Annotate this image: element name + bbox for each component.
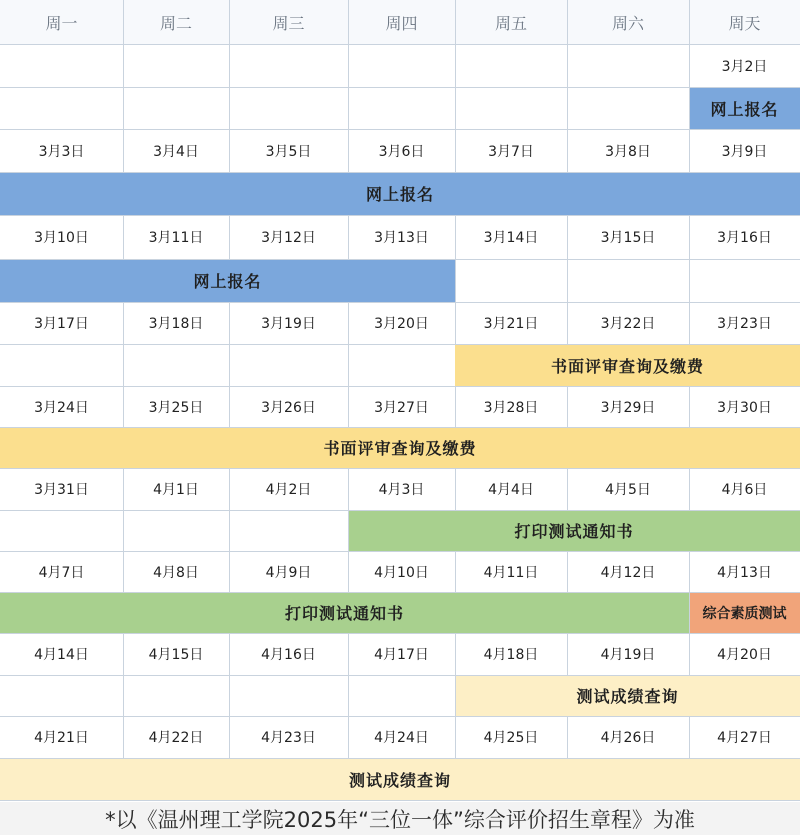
date-cell: 3月3日 [38, 143, 85, 160]
date-cell: 3月28日 [483, 399, 539, 416]
date-cell: 4月12日 [600, 564, 656, 581]
grid-line [0, 758, 800, 759]
grid-line [455, 44, 456, 129]
grid-line [455, 716, 456, 758]
grid-line [455, 633, 456, 716]
grid-line [0, 716, 800, 717]
event-online-registration: 网上报名 [689, 87, 800, 129]
date-cell: 4月25日 [483, 730, 539, 746]
grid-line [123, 44, 124, 129]
grid-line [229, 551, 230, 592]
grid-line [689, 44, 690, 129]
grid-line [567, 633, 568, 675]
grid-line [689, 215, 690, 302]
grid-line [348, 129, 349, 172]
grid-line [229, 468, 230, 551]
date-cell: 3月8日 [605, 143, 651, 160]
date-cell: 3月14日 [483, 230, 539, 246]
date-cell: 4月6日 [721, 482, 768, 498]
grid-line [229, 716, 230, 758]
grid-line [0, 44, 800, 45]
date-cell: 3月20日 [374, 316, 429, 332]
grid-line [123, 215, 124, 259]
grid-line [567, 386, 568, 427]
grid-line [567, 302, 568, 344]
event-score-query: 测试成绩查询 [455, 675, 800, 716]
date-cell: 4月11日 [483, 564, 539, 581]
date-cell: 4月22日 [148, 730, 204, 746]
grid-line [455, 129, 456, 172]
date-cell: 4月16日 [261, 647, 316, 663]
date-cell: 3月19日 [261, 316, 316, 332]
date-cell: 4月9日 [265, 564, 312, 581]
grid-line [0, 468, 800, 469]
grid-line [455, 386, 456, 427]
date-cell: 3月24日 [34, 399, 89, 416]
date-cell: 3月21日 [483, 316, 539, 332]
grid-line [689, 716, 690, 758]
grid-line [229, 633, 230, 716]
date-cell: 3月17日 [34, 316, 89, 332]
grid-line [229, 44, 230, 129]
grid-line [0, 592, 800, 593]
grid-line [689, 302, 690, 344]
date-cell: 4月2日 [265, 482, 312, 498]
grid-line [567, 551, 568, 592]
grid-line [348, 0, 349, 44]
grid-line [455, 468, 456, 510]
grid-line [348, 633, 349, 716]
date-cell: 4月24日 [374, 730, 429, 746]
weekday-header-sat: 周六 [567, 0, 689, 44]
grid-line [0, 344, 800, 345]
date-cell: 3月13日 [374, 230, 429, 246]
date-cell: 3月29日 [600, 399, 656, 416]
date-cell: 3月6日 [378, 143, 425, 160]
grid-line [0, 129, 800, 130]
grid-line [0, 800, 800, 801]
grid-line [689, 386, 690, 427]
grid-line [229, 0, 230, 44]
grid-line [455, 215, 456, 302]
date-cell: 4月7日 [38, 564, 85, 581]
grid-line [567, 716, 568, 758]
grid-line [348, 551, 349, 592]
date-cell: 3月16日 [717, 230, 772, 246]
grid-line [0, 172, 800, 173]
grid-line [123, 0, 124, 44]
event-online-registration: 网上报名 [0, 172, 800, 215]
date-cell: 4月5日 [605, 482, 651, 498]
grid-line [0, 633, 800, 634]
weekday-header-thu: 周四 [348, 0, 455, 44]
grid-line [0, 386, 800, 387]
grid-line [348, 386, 349, 427]
date-cell: 4月17日 [374, 647, 429, 663]
grid-line [455, 302, 456, 344]
weekday-header-fri: 周五 [455, 0, 567, 44]
weekday-header-tue: 周二 [123, 0, 229, 44]
date-cell: 4月23日 [261, 730, 316, 746]
date-cell: 3月11日 [148, 230, 204, 246]
event-print-test-notice: 打印测试通知书 [0, 592, 689, 633]
grid-line [455, 0, 456, 44]
grid-line [689, 468, 690, 510]
grid-line [0, 302, 800, 303]
grid-line [348, 468, 349, 551]
date-cell: 3月9日 [721, 143, 768, 160]
date-cell: 3月12日 [261, 230, 316, 246]
date-cell: 4月26日 [600, 730, 656, 746]
date-cell: 4月20日 [717, 647, 772, 663]
date-cell: 4月1日 [153, 482, 199, 498]
date-cell: 3月7日 [488, 143, 534, 160]
grid-line [229, 129, 230, 172]
date-cell: 3月31日 [34, 482, 89, 498]
date-cell: 3月22日 [600, 316, 656, 332]
grid-line [0, 87, 800, 88]
weekday-header-sun: 周天 [689, 0, 800, 44]
date-cell: 3月23日 [717, 316, 772, 332]
grid-line [567, 468, 568, 510]
date-cell: 4月21日 [34, 730, 89, 746]
grid-line [0, 551, 800, 552]
grid-line [689, 129, 690, 172]
grid-line [123, 302, 124, 386]
grid-line [455, 551, 456, 592]
event-written-review-payment: 书面评审查询及缴费 [455, 344, 800, 386]
date-cell: 4月10日 [374, 564, 429, 581]
grid-line [567, 0, 568, 44]
grid-line [348, 44, 349, 129]
date-cell: 3月10日 [34, 230, 89, 246]
date-cell: 4月14日 [34, 647, 89, 663]
event-comprehensive-test: 综合素质测试 [689, 592, 800, 633]
date-cell: 3月2日 [721, 58, 768, 75]
date-cell: 4月15日 [148, 647, 204, 663]
grid-line [123, 129, 124, 172]
grid-line [348, 302, 349, 386]
grid-line [348, 215, 349, 259]
grid-line [567, 44, 568, 129]
event-written-review-payment: 书面评审查询及缴费 [0, 427, 800, 468]
date-cell: 3月5日 [265, 143, 312, 160]
grid-line [689, 0, 690, 44]
grid-line [567, 215, 568, 302]
event-online-registration: 网上报名 [0, 259, 455, 302]
date-cell: 4月3日 [378, 482, 425, 498]
grid-line [123, 386, 124, 427]
grid-line [229, 215, 230, 259]
event-score-query: 测试成绩查询 [0, 758, 800, 800]
grid-line [123, 468, 124, 551]
grid-line [0, 259, 800, 260]
grid-line [123, 551, 124, 592]
date-cell: 3月30日 [717, 399, 772, 416]
grid-line [567, 129, 568, 172]
grid-line [123, 633, 124, 716]
date-cell: 4月18日 [483, 647, 539, 663]
weekday-header-mon: 周一 [0, 0, 123, 44]
date-cell: 3月25日 [148, 399, 204, 416]
date-cell: 4月19日 [600, 647, 656, 663]
footer-note: *以《温州理工学院2025年“三位一体”综合评价招生章程》为准 [105, 807, 695, 832]
grid-line [0, 427, 800, 428]
grid-line [348, 716, 349, 758]
grid-line [229, 302, 230, 386]
date-cell: 3月15日 [600, 230, 656, 246]
date-cell: 4月4日 [488, 482, 534, 498]
grid-line [123, 716, 124, 758]
weekday-header-wed: 周三 [229, 0, 348, 44]
date-cell: 3月4日 [153, 143, 199, 160]
grid-line [689, 551, 690, 633]
event-print-test-notice: 打印测试通知书 [348, 510, 800, 551]
date-cell: 4月8日 [153, 564, 199, 581]
grid-line [0, 215, 800, 216]
date-cell: 4月27日 [717, 730, 772, 746]
date-cell: 3月18日 [148, 316, 204, 332]
date-cell: 3月27日 [374, 399, 429, 416]
grid-line [229, 386, 230, 427]
grid-line [0, 675, 800, 676]
date-cell: 4月13日 [717, 564, 772, 581]
grid-line [0, 510, 800, 511]
date-cell: 3月26日 [261, 399, 316, 416]
grid-line [689, 633, 690, 675]
